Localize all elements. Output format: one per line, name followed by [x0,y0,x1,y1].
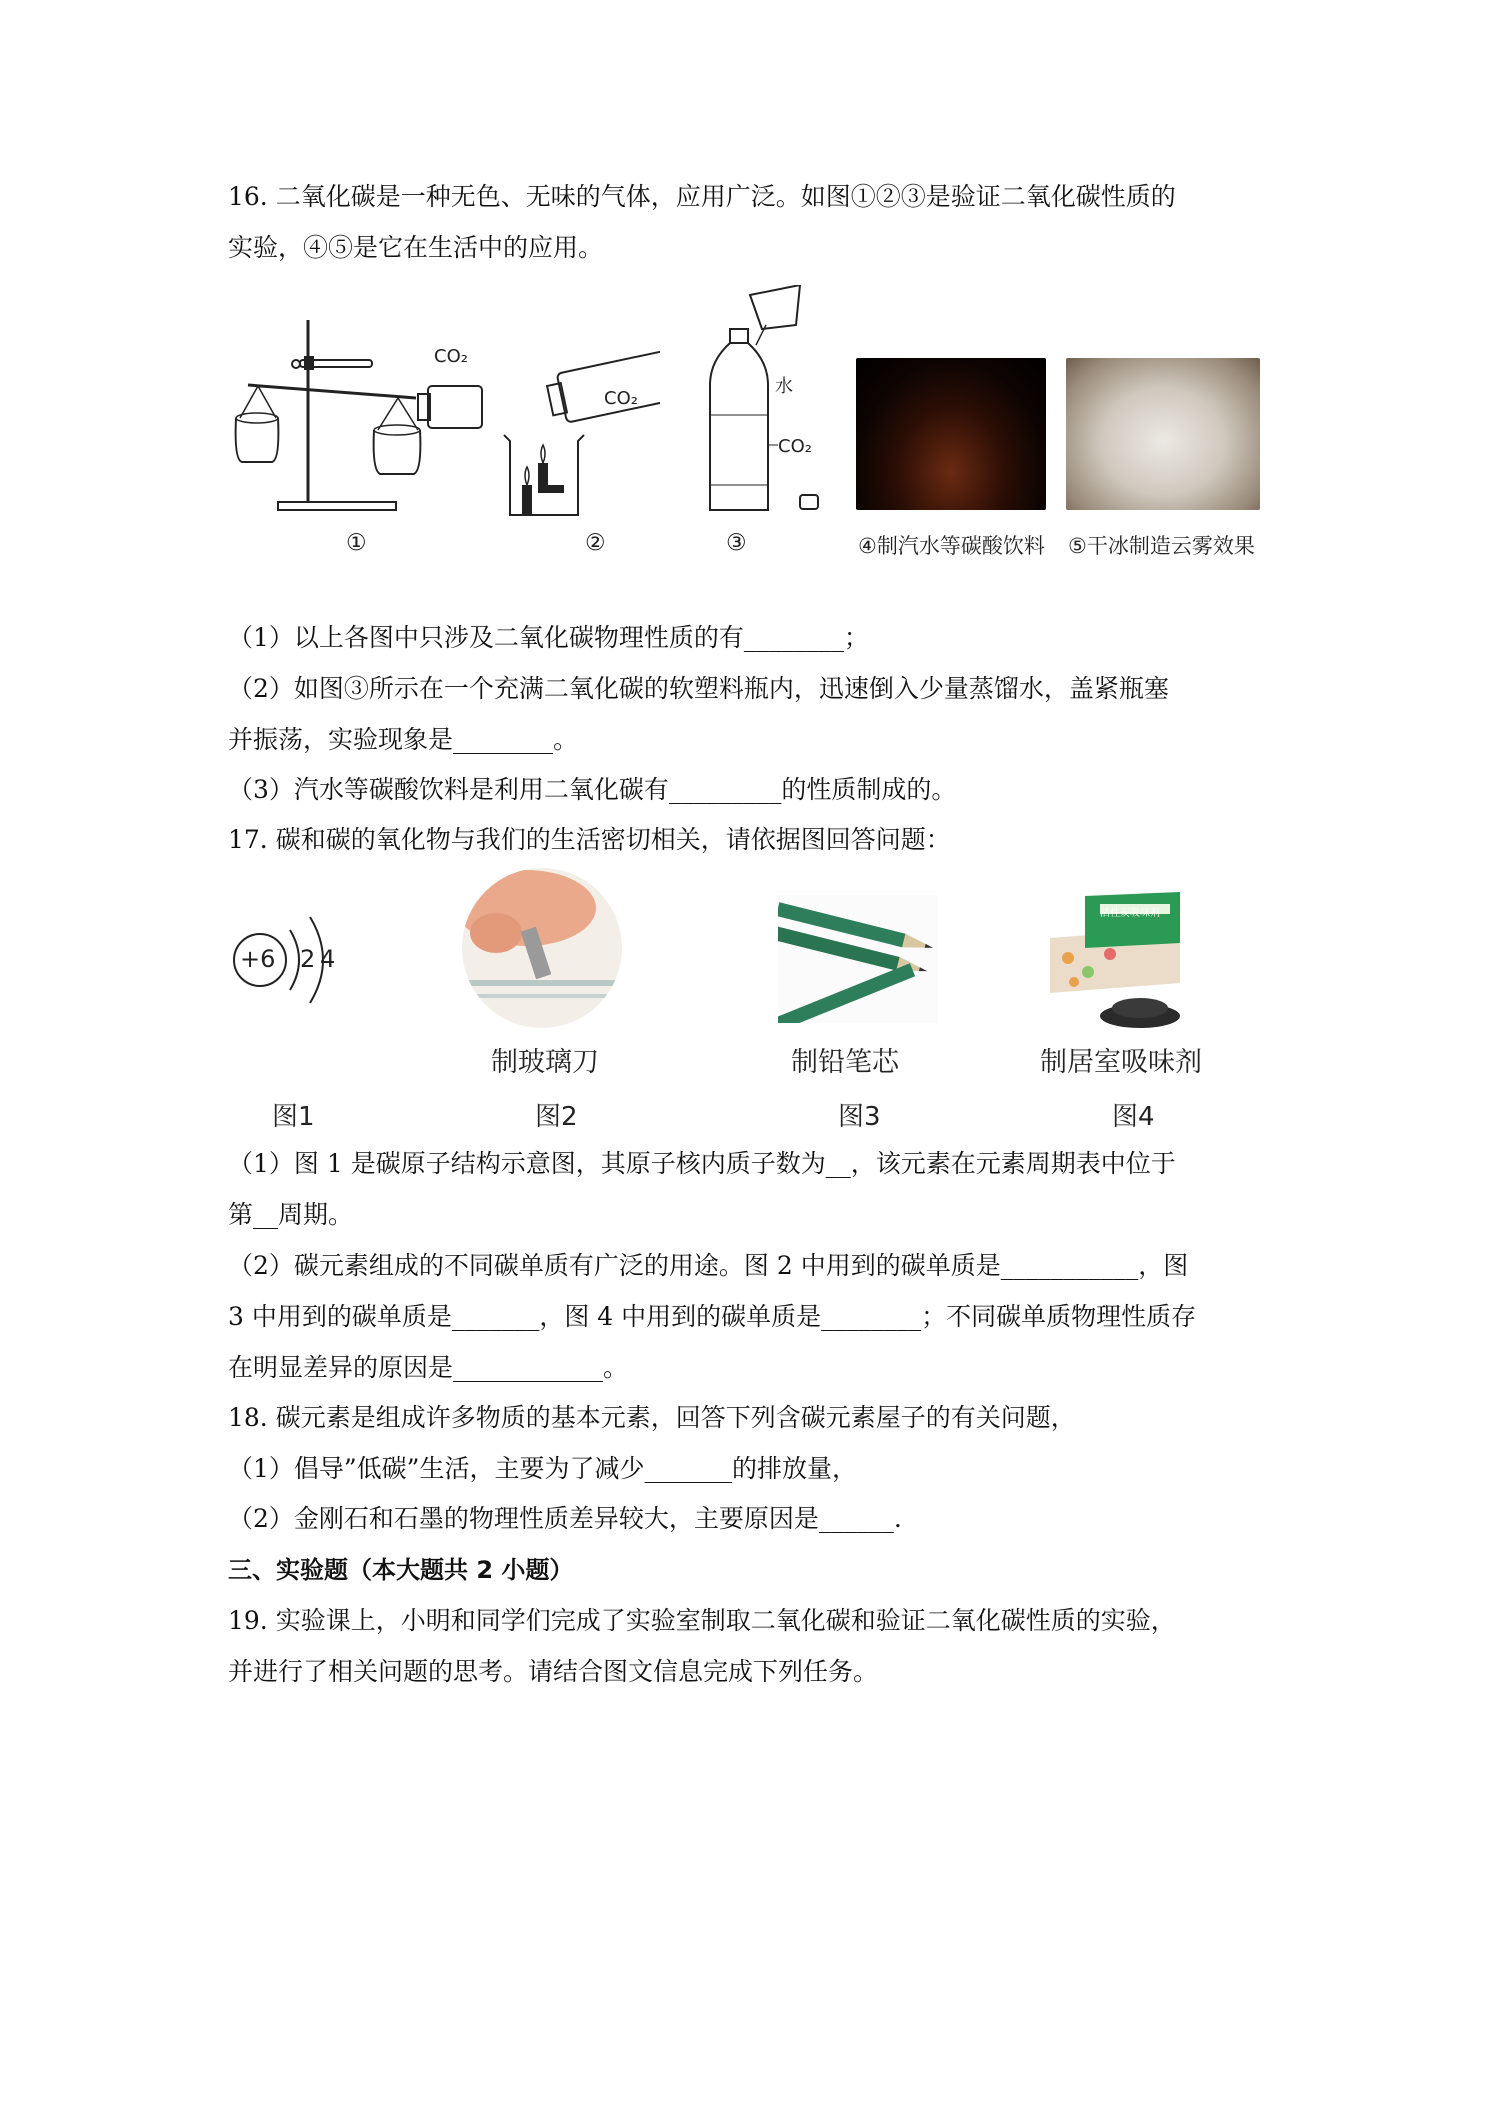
fig2-caption: 图2 [535,1102,578,1132]
fig1-label: ① [346,530,367,556]
fig4-caption: 图4 [1112,1102,1155,1132]
fig5-label: ⑤干冰制造云雾效果 [1068,534,1255,558]
caption-pencil-lead: 制铅笔芯 [791,1047,899,1078]
water-label: 水 [775,376,793,397]
pencil-photo [778,895,938,1023]
caption-glass-cutter: 制玻璃刀 [491,1047,599,1078]
q17-sub1-line1: （1）图 1 是碳原子结构示意图，其原子核内质子数为__，该元素在元素周期表中位于 [228,1149,1176,1178]
q17-sub2-line3: 在明显差异的原因是____________。 [228,1353,629,1382]
co2-label-fig2: CO₂ [604,388,638,409]
glass-cutter-photo [456,868,628,1028]
candle-beaker-figure [500,345,660,520]
section3-title: 三、实验题（本大题共 2 小题） [228,1556,574,1584]
q17-sub1-line2: 第__周期。 [228,1200,354,1229]
q17-stem: 17. 碳和碳的氧化物与我们的生活密切相关，请依据图回答问题： [228,825,951,854]
fig4-label: ④制汽水等碳酸饮料 [858,534,1045,558]
q17-sub2-line1: （2）碳元素组成的不同碳单质有广泛的用途。图 2 中用到的碳单质是___________，图 [228,1251,1189,1280]
q16-stem-line1: 16. 二氧化碳是一种无色、无味的气体，应用广泛。如图①②③是验证二氧化碳性质的 [228,182,1176,211]
deodorant-box-text: 活性炭吸味剂 [1100,908,1160,919]
plastic-bottle-figure [700,285,830,520]
q19-line1: 19. 实验课上，小明和同学们完成了实验室制取二氧化碳和验证二氧化碳性质的实验， [228,1606,1176,1635]
q16-sub1: （1）以上各图中只涉及二氧化碳物理性质的有________； [228,623,869,652]
fig3-label: ③ [726,530,747,556]
atom-shell1-electrons: 2 [300,945,316,973]
q18-sub1: （1）倡导”低碳”生活，主要为了减少_______的排放量， [228,1454,857,1483]
co2-label-fig1: CO₂ [434,346,468,367]
q17-sub2-line2: 3 中用到的碳单质是_______，图 4 中用到的碳单质是________；不同碳单质物理性质存 [228,1302,1197,1331]
atom-shell2-electrons: 4 [320,945,336,973]
q16-sub2-line2: 并振荡，实验现象是________。 [228,725,579,754]
carbonated-drink-photo [856,358,1046,510]
q19-line2: 并进行了相关问题的思考。请结合图文信息完成下列任务。 [228,1657,879,1686]
co2-label-fig3: CO₂ [778,436,812,457]
fig1-caption: 图1 [272,1102,315,1132]
q18-stem: 18. 碳元素是组成许多物质的基本元素，回答下列含碳元素屋子的有关问题， [228,1403,1076,1432]
balance-experiment-figure [228,290,490,520]
caption-deodorant: 制居室吸味剂 [1040,1047,1202,1078]
fig3-caption: 图3 [838,1102,881,1132]
dry-ice-fog-photo [1066,358,1260,510]
q16-sub2-line1: （2）如图③所示在一个充满二氧化碳的软塑料瓶内，迅速倒入少量蒸馏水，盖紧瓶塞 [228,674,1169,703]
atom-nucleus-label: +6 [240,945,276,973]
q18-sub2: （2）金刚石和石墨的物理性质差异较大，主要原因是______. [228,1504,902,1533]
q16-sub3: （3）汽水等碳酸饮料是利用二氧化碳有_________的性质制成的。 [228,775,957,804]
q16-stem-line2: 实验，④⑤是它在生活中的应用。 [228,233,604,262]
fig2-label: ② [585,530,606,556]
